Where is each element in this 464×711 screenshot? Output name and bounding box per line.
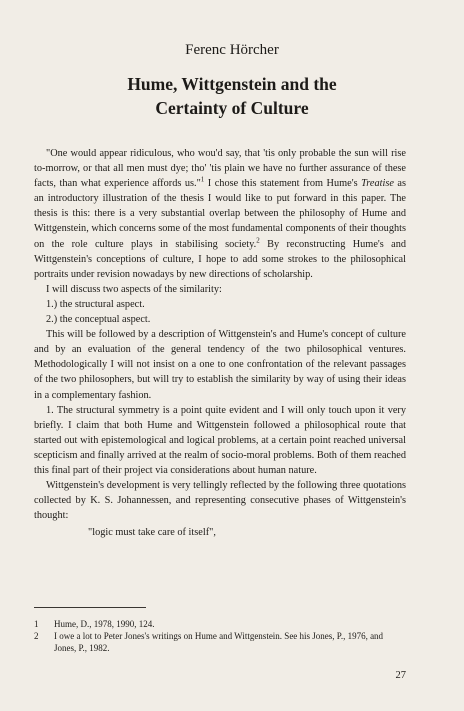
title-line-1: Hume, Wittgenstein and the xyxy=(127,74,337,94)
paragraph-5: Wittgenstein's development is very tellingly reflected by the following three quotations collected by K. S. Johannessen, and representing consecutive phases of Wittgenstein's thought: xyxy=(34,480,406,522)
footnote-number: 1 xyxy=(34,619,39,629)
block-quote: "logic must take care of itself", xyxy=(88,527,216,539)
title-line-2: Certainty of Culture xyxy=(155,98,309,118)
footnote-number: 2 xyxy=(34,631,39,641)
footnote-1 xyxy=(34,618,406,630)
footnote-text: I owe a lot to Peter Jones's writings on Hume and Wittgenstein. See his Jones, P., 1976, and Jones, P., 1982. xyxy=(54,631,384,653)
body-text xyxy=(34,146,406,540)
footnote-divider xyxy=(34,607,146,608)
list-item-2: 2.) the conceptual aspect. xyxy=(46,314,151,326)
italic-treatise: Treatise xyxy=(361,178,394,190)
footnote-2 xyxy=(34,630,406,654)
chapter-title xyxy=(0,72,464,120)
footnotes xyxy=(34,618,406,654)
footnote-ref-2: 2 xyxy=(256,236,260,245)
footnote-text: Hume, D., 1978, 1990, 124. xyxy=(54,619,155,629)
footnote-ref-1: 1 xyxy=(200,175,205,184)
paragraph-3: This will be followed by a description of Wittgenstein's and Hume's concept of culture and by an evaluation of the general tendency of the two philosophical ventures. Methodologically I will not insist on a one to one confrontation of the relevant passages of the two philosophers, but will try to establish the similarity by way of using their ideas in a complementary fashion. xyxy=(34,329,406,401)
page-number: 27 xyxy=(395,670,406,681)
author-name: Ferenc Hörcher xyxy=(185,42,279,58)
paragraph-4: 1. The structural symmetry is a point quite evident and I will only touch upon it very briefly. I claim that both Hume and Wittgenstein followed a philosophical route that started out with epistemological and logical problems, at a certain point reached universal scepticism and finally arrived at the realm of socio-moral problems. Both of them reached this final part of their project via considerations about human nature. xyxy=(34,404,406,476)
list-item-1: 1.) the structural aspect. xyxy=(46,298,145,310)
paragraph-1: "One would appear ridiculous, who wou'd say, that 'tis only probable the sun will rise to-morrow, or that all men must dye; tho' 'tis plain we have no further assurance of these facts, than what experience affords us."$^1$ I chose this statement from Hume's Treatise as an introductory illustration of the thesis I would like to put forward in this paper. The thesis is this: there is a very substantial overlap between the philosophy of Hume and Wittgenstein, which concerns some of the most fundamental components of their thoughts on the role culture plays in stabilising society.$^2$ By reconstructing Hume's and Wittgenstein's conceptions of culture, I hope to add some strokes to the philosophical portraits under revision nowadays by new directions of scholarship. xyxy=(34,148,407,280)
paragraph-2: I will discuss two aspects of the similarity: xyxy=(46,283,222,295)
